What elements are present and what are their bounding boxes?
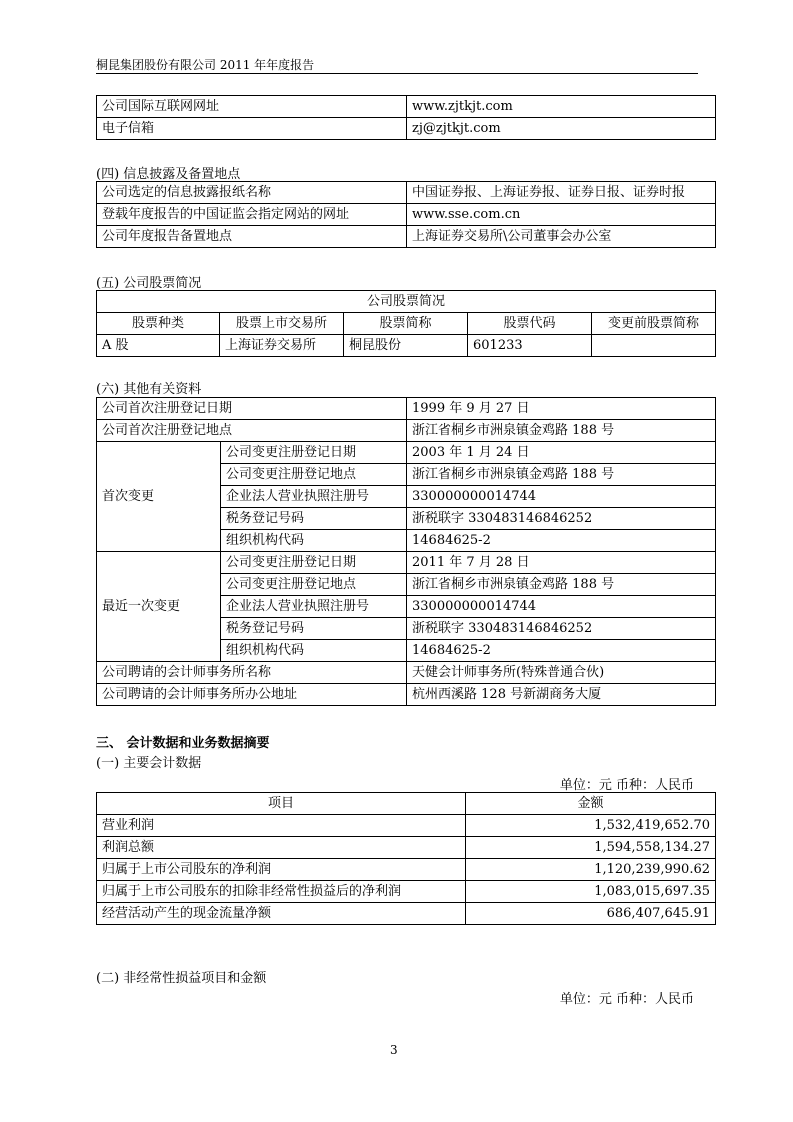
stock-table (96, 290, 716, 357)
info-label: 公司首次注册登记日期 (97, 398, 407, 420)
item-label: 经营活动产生的现金流量净额 (97, 903, 466, 925)
table-row (97, 398, 716, 420)
item-amount: 686,407,645.91 (466, 903, 716, 925)
first-change-group: 首次变更 (97, 442, 221, 552)
info-value: 330000000014744 (407, 486, 716, 508)
table-header-row (97, 313, 716, 335)
table-row (97, 96, 716, 118)
info-label: 公司变更注册登记地点 (221, 574, 407, 596)
info-label: 公司变更注册登记日期 (221, 552, 407, 574)
info-label: 组织机构代码 (221, 640, 407, 662)
column-header: 股票上市交易所 (220, 313, 344, 335)
disclosure-value: 中国证券报、上海证券报、证券日报、证券时报 (407, 182, 716, 204)
table-row (97, 118, 716, 140)
page-number: 3 (390, 1043, 398, 1057)
stock-short-name: 桐昆股份 (344, 335, 468, 357)
info-label: 税务登记号码 (221, 508, 407, 530)
info-value: 浙江省桐乡市洲泉镇金鸡路 188 号 (407, 464, 716, 486)
info-label: 公司聘请的会计师事务所名称 (97, 662, 407, 684)
section3-heading: 三、 会计数据和业务数据摘要 (96, 736, 270, 751)
info-label: 税务登记号码 (221, 618, 407, 640)
unit-label: 单位：元 币种：人民币 (559, 778, 694, 793)
accounting-table (96, 792, 716, 925)
contact-table (96, 95, 716, 140)
info-label: 公司首次注册登记地点 (97, 420, 407, 442)
info-value: 浙税联字 330483146846252 (407, 508, 716, 530)
info-value: 浙江省桐乡市洲泉镇金鸡路 188 号 (407, 420, 716, 442)
item-amount: 1,594,558,134.27 (466, 837, 716, 859)
stock-exchange: 上海证券交易所 (220, 335, 344, 357)
table-row (97, 837, 716, 859)
info-value: 2003 年 1 月 24 日 (407, 442, 716, 464)
disclosure-label: 登载年度报告的中国证监会指定网站的网址 (97, 204, 407, 226)
info-label: 公司变更注册登记日期 (221, 442, 407, 464)
item-label: 归属于上市公司股东的扣除非经常性损益后的净利润 (97, 881, 466, 903)
stock-heading: (五) 公司股票简况 (96, 276, 202, 291)
disclosure-label: 公司选定的信息披露报纸名称 (97, 182, 407, 204)
report-header: 桐昆集团股份有限公司 2011 年年度报告 (96, 58, 315, 72)
other-info-heading: (六) 其他有关资料 (96, 382, 202, 397)
item-amount: 1,120,239,990.62 (466, 859, 716, 881)
disclosure-heading: (四) 信息披露及备置地点 (96, 167, 241, 182)
contact-value: zj@zjtkjt.com (407, 118, 716, 140)
table-row (97, 815, 716, 837)
column-header: 股票种类 (97, 313, 220, 335)
item-label: 营业利润 (97, 815, 466, 837)
item-amount: 1,532,419,652.70 (466, 815, 716, 837)
info-value: 天健会计师事务所(特殊普通合伙) (407, 662, 716, 684)
section3-sub1: (一) 主要会计数据 (96, 756, 202, 771)
info-label: 组织机构代码 (221, 530, 407, 552)
contact-value: www.zjtkjt.com (407, 96, 716, 118)
last-change-group: 最近一次变更 (97, 552, 221, 662)
info-label: 企业法人营业执照注册号 (221, 596, 407, 618)
info-label: 公司变更注册登记地点 (221, 464, 407, 486)
table-row (97, 226, 716, 248)
unit-label-2: 单位：元 币种：人民币 (559, 992, 694, 1007)
section3-sub2: (二) 非经常性损益项目和金额 (96, 971, 267, 986)
info-label: 公司聘请的会计师事务所办公地址 (97, 684, 407, 706)
item-amount: 1,083,015,697.35 (466, 881, 716, 903)
column-header: 项目 (97, 793, 466, 815)
stock-code: 601233 (468, 335, 592, 357)
info-value: 浙江省桐乡市洲泉镇金鸡路 188 号 (407, 574, 716, 596)
table-row (97, 881, 716, 903)
disclosure-table (96, 181, 716, 248)
table-row (97, 442, 716, 464)
table-row (97, 291, 716, 313)
stock-table-title: 公司股票简况 (97, 291, 716, 313)
info-value: 14684625-2 (407, 640, 716, 662)
info-value: 浙税联字 330483146846252 (407, 618, 716, 640)
disclosure-label: 公司年度报告备置地点 (97, 226, 407, 248)
item-label: 利润总额 (97, 837, 466, 859)
table-row (97, 903, 716, 925)
table-row (97, 204, 716, 226)
info-value: 14684625-2 (407, 530, 716, 552)
info-label: 企业法人营业执照注册号 (221, 486, 407, 508)
info-value: 1999 年 9 月 27 日 (407, 398, 716, 420)
table-row (97, 684, 716, 706)
column-header: 变更前股票简称 (592, 313, 716, 335)
table-row (97, 182, 716, 204)
info-value: 2011 年 7 月 28 日 (407, 552, 716, 574)
item-label: 归属于上市公司股东的净利润 (97, 859, 466, 881)
stock-former-name (592, 335, 716, 357)
other-info-table (96, 397, 716, 706)
disclosure-value: www.sse.com.cn (407, 204, 716, 226)
table-row (97, 335, 716, 357)
column-header: 金额 (466, 793, 716, 815)
table-row (97, 662, 716, 684)
column-header: 股票简称 (344, 313, 468, 335)
info-value: 杭州西溪路 128 号新湖商务大厦 (407, 684, 716, 706)
info-value: 330000000014744 (407, 596, 716, 618)
column-header: 股票代码 (468, 313, 592, 335)
table-row (97, 420, 716, 442)
stock-type: A 股 (97, 335, 220, 357)
contact-label: 电子信箱 (97, 118, 407, 140)
header-rule (96, 73, 698, 74)
disclosure-value: 上海证券交易所\公司董事会办公室 (407, 226, 716, 248)
table-row (97, 552, 716, 574)
contact-label: 公司国际互联网网址 (97, 96, 407, 118)
table-header-row (97, 793, 716, 815)
table-row (97, 859, 716, 881)
